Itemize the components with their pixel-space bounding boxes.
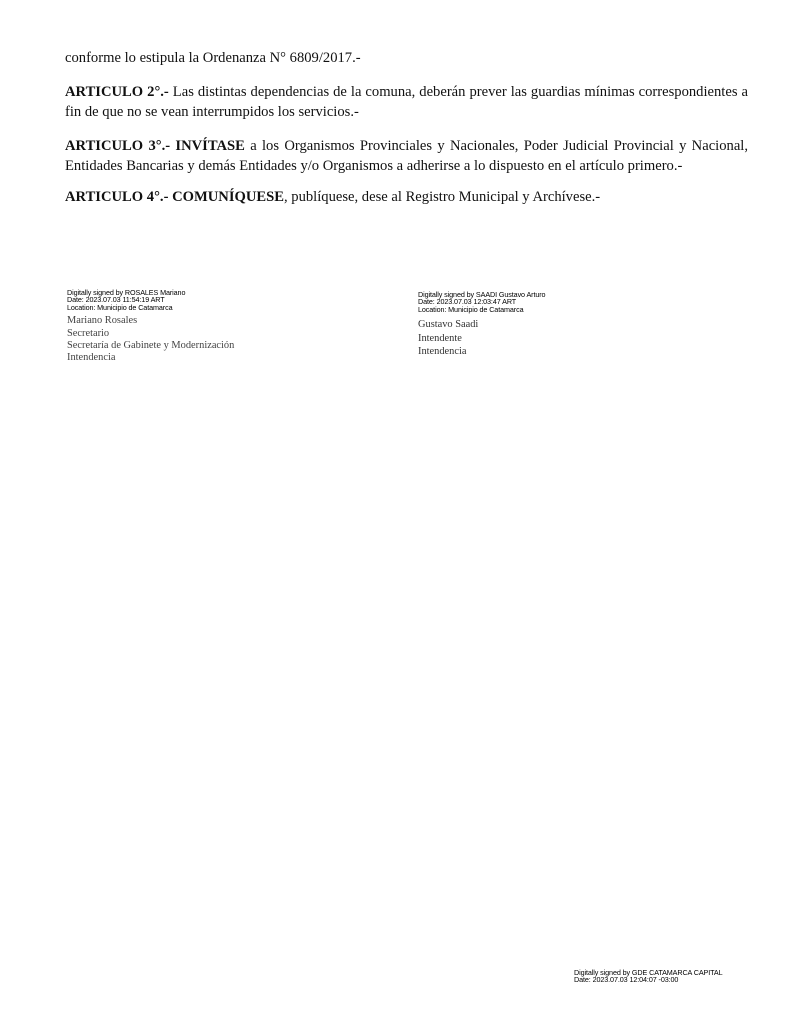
footer-digital-signature [574, 969, 722, 984]
signer-office: Intendencia [67, 352, 116, 364]
signer-details [418, 318, 545, 358]
digital-date-line: Date: 2023.07.03 12:03:47 ART [418, 297, 517, 307]
article-heading: ARTICULO 2°.- [65, 84, 169, 100]
signer-role: Intendente [418, 332, 462, 344]
paragraph-articulo-2 [65, 82, 748, 122]
signer-department: Secretaría de Gabinete y Modernización [67, 340, 235, 352]
footer-signer-line: Digitally signed by GDE CATAMARCA CAPITAL [574, 968, 723, 977]
signature-block-saadi [418, 291, 545, 358]
signer-role: Secretario [67, 327, 110, 339]
digital-signer-line: Digitally signed by SAADI Gustavo Arturo [418, 290, 546, 299]
paragraph-articulo-4 [65, 187, 748, 207]
article-heading: ARTICULO 3°.- [65, 138, 171, 154]
paragraph-articulo-3 [65, 136, 748, 176]
digital-location-line: Location: Municipio de Catamarca [67, 302, 173, 312]
paragraph-text: , publíquese, dese al Registro Municipal y Archívese.- [283, 189, 601, 205]
paragraph-text: conforme lo estipula la Ordenanza N° 6809/2017.- [65, 50, 361, 66]
digital-signer-line: Digitally signed by ROSALES Mariano [67, 288, 186, 297]
paragraph-continuation [65, 48, 748, 68]
signature-block-rosales [67, 289, 234, 365]
article-keyword: INVÍTASE [170, 138, 245, 154]
signer-name: Mariano Rosales [67, 315, 138, 327]
signer-details [67, 315, 234, 365]
digital-date-line: Date: 2023.07.03 11:54:19 ART [67, 295, 165, 305]
article-keyword: COMUNÍQUESE [168, 189, 284, 205]
digital-signature-stamp [418, 291, 545, 313]
signer-office: Intendencia [418, 346, 467, 358]
signer-name: Gustavo Saadi [418, 319, 479, 331]
digital-location-line: Location: Municipio de Catamarca [418, 304, 524, 314]
paragraph-text: a los Organismos Provinciales y Nacionales, Poder Judicial Provincial y Nacional, Entidades Bancarias y demás Entidades y/o Organismos a adherirse a lo dispuesto en el artículo primero.- [65, 138, 748, 174]
paragraph-text: Las distintas dependencias de la comuna, deberán prever las guardias mínimas correspondientes a fin de que no se vean interrumpidos los servicios.- [65, 84, 748, 120]
digital-signature-stamp [67, 289, 234, 311]
footer-date-line: Date: 2023.07.03 12:04:07 -03:00 [574, 975, 679, 985]
article-heading: ARTICULO 4°.- [65, 189, 169, 205]
